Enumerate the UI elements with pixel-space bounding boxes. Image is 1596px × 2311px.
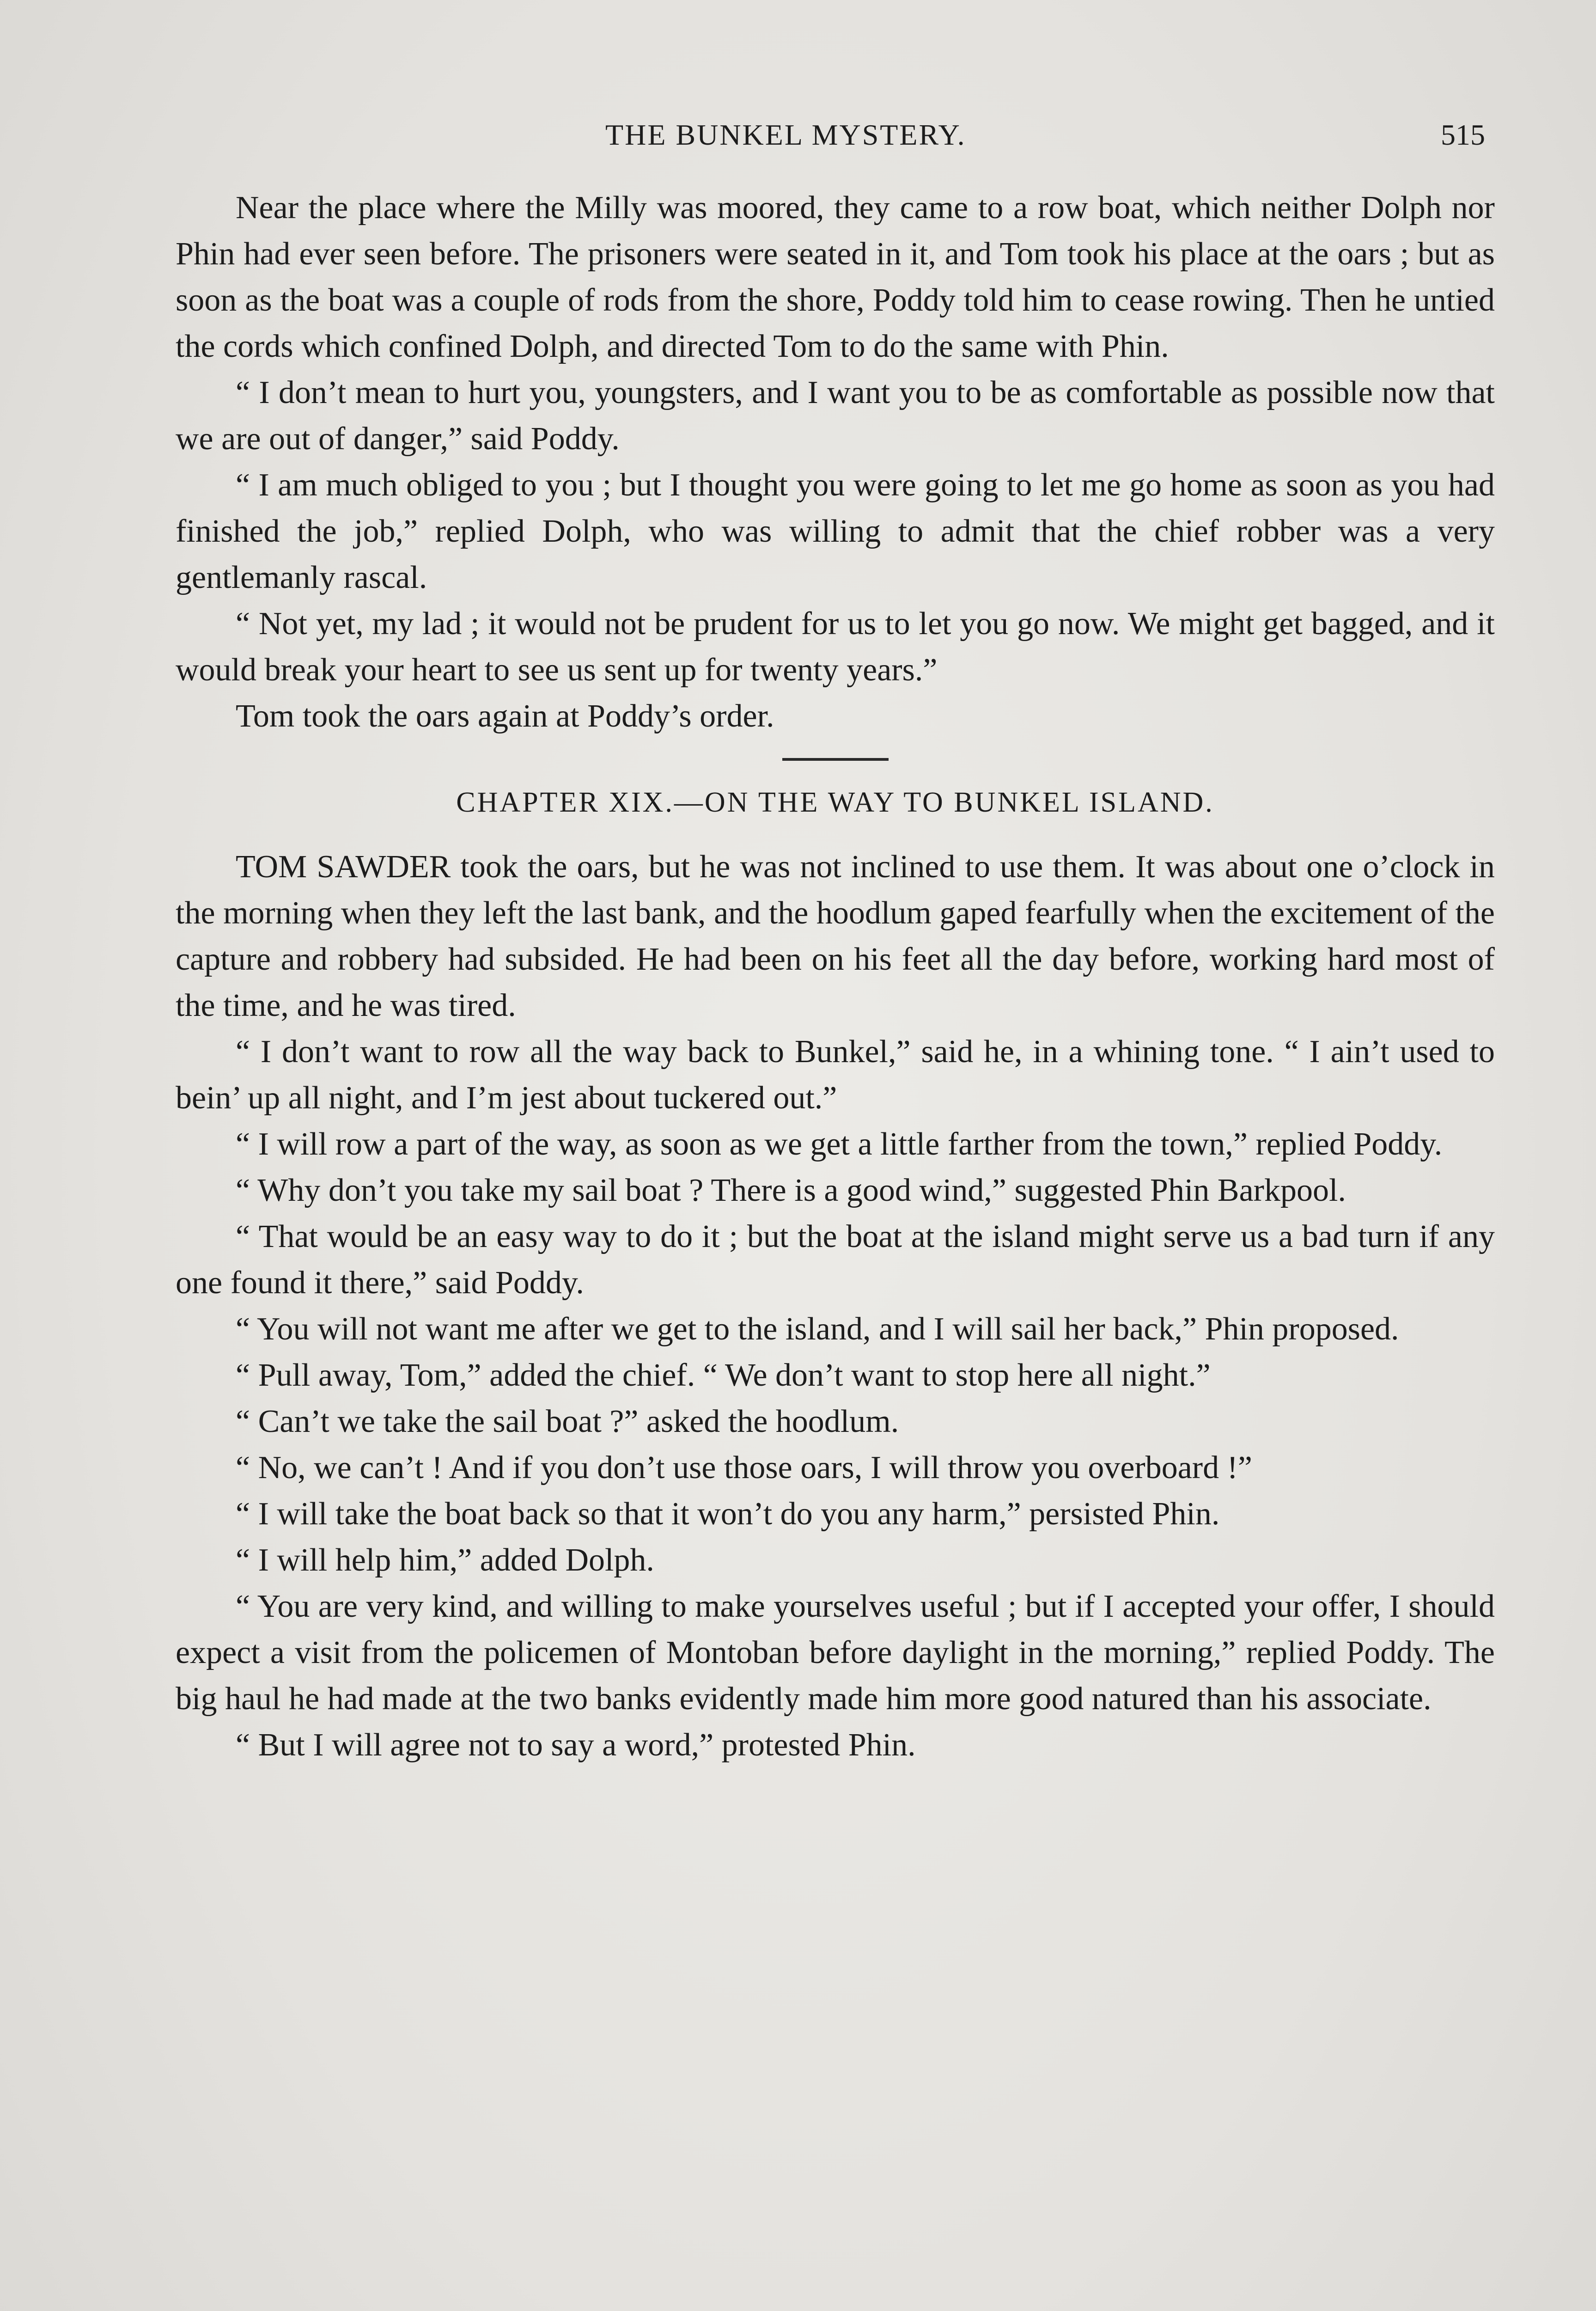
paragraph: “ Not yet, my lad ; it would not be prudent for us to let you go now. We might get bagged, and it would break your heart to see us sent up for twenty years.” (176, 606, 1495, 688)
paragraph: “ Can’t we take the sail boat ?” asked the hoodlum. (236, 1404, 899, 1439)
paragraph: “ No, we can’t ! And if you don’t use those oars, I will throw you overboard !” (236, 1450, 1252, 1486)
paragraph: “ Why don’t you take my sail boat ? There is a good wind,” suggested Phin Barkpool. (236, 1173, 1346, 1208)
paragraph: “ I don’t mean to hurt you, youngsters, and I want you to be as comfortable as possible now that we are out of danger,” said Poddy. (176, 375, 1495, 457)
text-block (176, 185, 1495, 1768)
section-divider-rule (782, 758, 889, 761)
paragraph: “ I don’t want to row all the way back to Bunkel,” said he, in a whining tone. “ I ain’t used to bein’ up all night, and I’m jest about tuckered out.” (176, 1034, 1495, 1116)
paragraph: Tom took the oars again at Poddy’s order. (236, 698, 774, 734)
paragraph: “ Pull away, Tom,” added the chief. “ We don’t want to stop here all night.” (236, 1357, 1211, 1393)
paragraph: “ That would be an easy way to do it ; but the boat at the island might serve us a bad turn if any one found it there,” said Poddy. (176, 1219, 1495, 1301)
paragraph: “ You are very kind, and willing to make yourselves useful ; but if I accepted your offer, I should expect a visit from the policemen of Montoban before daylight in the morning,” replied Poddy. The big haul he had made at the two banks evidently made him more good natured than his associate. (176, 1589, 1495, 1717)
paragraph: “ I am much obliged to you ; but I thought you were going to let me go home as soon as you had finished the job,” replied Dolph, who was willing to admit that the chief robber was a very gentlemanly rascal. (176, 467, 1495, 595)
paragraph: “ You will not want me after we get to the island, and I will sail her back,” Phin proposed. (236, 1311, 1399, 1347)
paragraph: “ I will take the boat back so that it won’t do you any harm,” persisted Phin. (236, 1496, 1220, 1532)
running-head: THE BUNKEL MYSTERY. (605, 118, 966, 151)
paragraph: “ I will row a part of the way, as soon as we get a little farther from the town,” replied Poddy. (236, 1126, 1443, 1162)
paragraph: Near the place where the Milly was moored, they came to a row boat, which neither Dolph nor Phin had ever seen before. The prisoners were seated in it, and Tom took his place at the oars ; but as soon as the boat was a couple of rods from the shore, Poddy told him to cease rowing. Then he untied the cords which confined Dolph, and directed Tom to do the same with Phin. (176, 190, 1495, 364)
chapter-heading: CHAPTER XIX.—ON THE WAY TO BUNKEL ISLAND. (456, 787, 1214, 818)
paragraph: “ I will help him,” added Dolph. (236, 1542, 654, 1578)
paragraph: “ But I will agree not to say a word,” protested Phin. (236, 1727, 916, 1763)
paragraph: TOM SAWDER took the oars, but he was not inclined to use them. It was about one o’clock in the morning when they left the last bank, and the hoodlum gaped fearfully when the excitement of the capture and robbery had subsided. He had been on his feet all the day before, working hard most of the time, and he was tired. (176, 849, 1495, 1023)
page-number: 515 (1441, 118, 1485, 151)
